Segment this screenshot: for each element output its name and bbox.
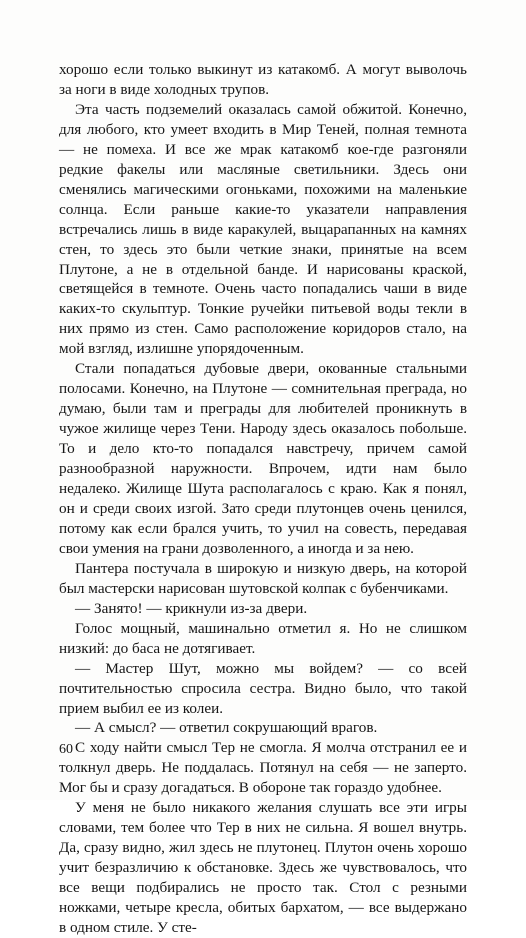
paragraph: Пантера постучала в широкую и низкую дверь, на которой был мастерски нарисован шутовской колпак с бубенчиками. bbox=[59, 559, 467, 597]
dialogue-line: — Мастер Шут, можно мы войдем? — со всей почтительностью спросила сестра. Видно было, что такой прием выбил ее из колеи. bbox=[59, 659, 467, 717]
paragraph: У меня не было никакого желания слушать все эти игры словами, тем более что Тер в них не сильна. Я вошел внутрь. Да, сразу видно, жил здесь не плутонец. Плутон очень хорошо учит безразличию к обстановке. Здесь же чувствовалось, что все вещи подбирались не просто так. Стол с резными ножками, четыре кресла, обитых бархатом, — все выдержано в одном стиле. У сте- bbox=[59, 799, 467, 936]
body-text bbox=[59, 60, 467, 938]
paragraph: Голос мощный, машинально отметил я. Но не слишком низкий: до баса не дотягивает. bbox=[59, 619, 467, 657]
paragraph: хорошо если только выкинут из катакомб. А могут выволочь за ноги в виде холодных трупов. bbox=[59, 61, 467, 98]
paragraph: С ходу найти смысл Тер не смогла. Я молча отстранил ее и толкнул дверь. Не поддалась. Потянул на себя — не заперто. Мог бы и сразу догадаться. В обороне так гораздо удобнее. bbox=[59, 739, 467, 797]
paragraph: Стали попадаться дубовые двери, окованные стальными полосами. Конечно, на Плутоне — сомнительная преграда, но думаю, были там и преграды для любителей проникнуть в чужое жилище через Тени. Народу здесь оказалось побольше. То и дело кто-то попадался навстречу, причем самой разнообразной наружности. Впрочем, идти нам было недалеко. Жилище Шута располагалось с краю. Как я понял, он и среди своих изгой. Зато среди плутонцев очень ценился, потому как если брался учить, то учил на совесть, передавая свои умения на грани дозволенного, а иногда и за нею. bbox=[59, 360, 467, 557]
dialogue-line: — Занято! — крикнули из-за двери. bbox=[75, 599, 308, 617]
page-number: 60 bbox=[59, 742, 73, 757]
paragraph: Эта часть подземелий оказалась самой обжитой. Конечно, для любого, кто умеет входить в Мир Теней, полная темнота — не помеха. И все же мрак катакомб кое-где разгоняли редкие факелы или масляные светильники. Здесь они сменялись магическими огоньками, похожими на маленькие солнца. Если раньше какие-то указатели направления встречались лишь в виде каракулей, выцарапанных на камнях стен, то здесь это были четкие знаки, принятые на всем Плутоне, а не в отдельной банде. И нарисованы краской, светящейся в темноте. Очень часто попадались чаши в виде каких-то скульптур. Тонкие ручейки питьевой воды текли в них прямо из стен. Само расположение коридоров стало, на мой взгляд, излишне упорядоченным. bbox=[59, 100, 467, 358]
dialogue-line: — А смысл? — ответил сокрушающий врагов. bbox=[75, 719, 378, 737]
